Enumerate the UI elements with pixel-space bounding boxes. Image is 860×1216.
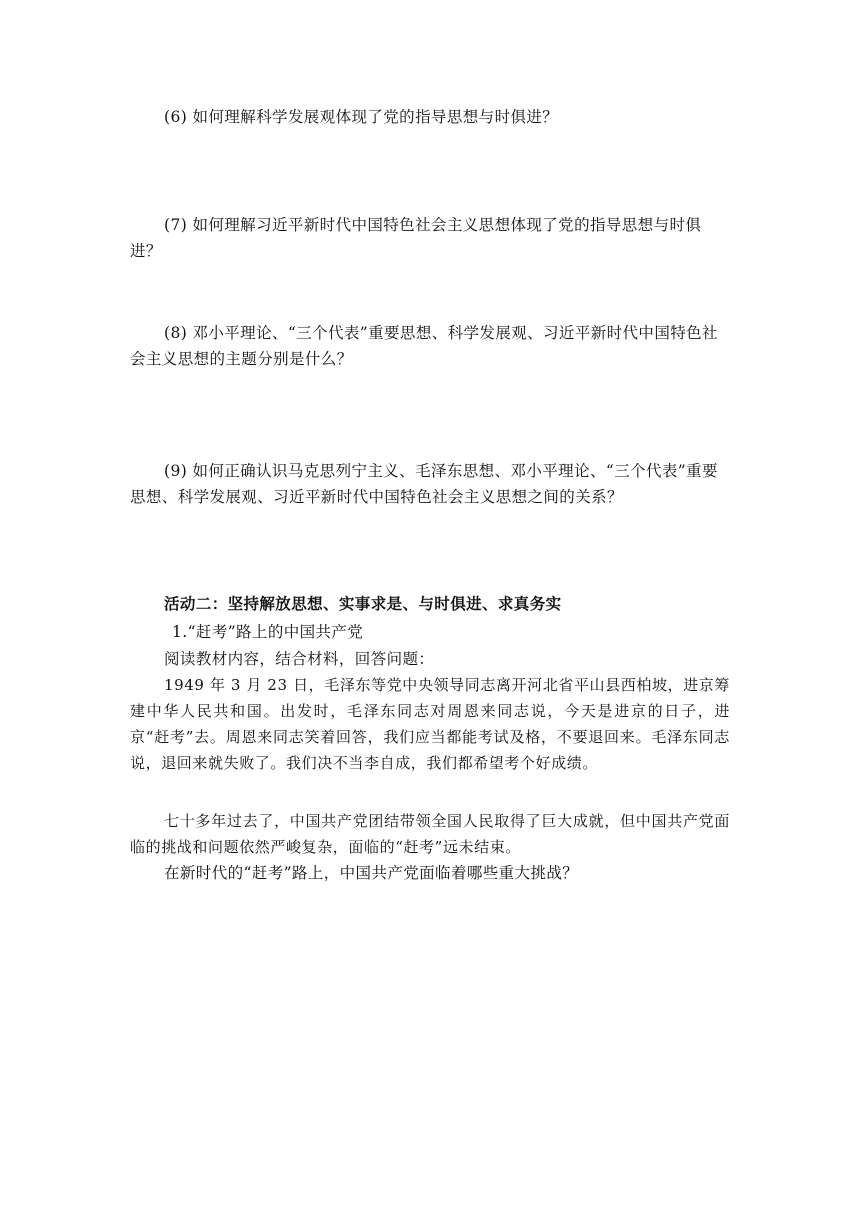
question-8: (8) 邓小平理论、“三个代表”重要思想、科学发展观、习近平新时代中国特色社会主义思想的主题分别是什么？ xyxy=(130,324,718,368)
question-7: (7) 如何理解习近平新时代中国特色社会主义思想体现了党的指导思想与时俱进？ xyxy=(130,216,702,260)
activity-subheading: 1.“赶考”路上的中国共产党 xyxy=(172,623,364,641)
question-6: (6) 如何理解科学发展观体现了党的指导思想与时俱进？ xyxy=(164,108,559,126)
question-9: (9) 如何正确认识马克思列宁主义、毛泽东思想、邓小平理论、“三个代表”重要思想、科学发展观、习近平新时代中国特色社会主义思想之间的关系？ xyxy=(130,462,718,506)
material-paragraph-2: 七十多年过去了，中国共产党团结带领全国人民取得了巨大成就，但中国共产党面临的挑战和问题依然严峻复杂，面临的“赶考”远未结束。 xyxy=(130,812,730,856)
activity-instruction: 阅读教材内容，结合材料，回答问题： xyxy=(164,650,435,668)
material-paragraph-1: 1949 年 3 月 23 日，毛泽东等党中央领导同志离开河北省平山县西柏坡，进京筹建中华人民共和国。出发时，毛泽东同志对周恩来同志说，今天是进京的日子，进京“赶考”去。周恩来同志笑着回答，我们应当都能考试及格，不要退回来。毛泽东同志说，退回来就失败了。我们决不当李自成，我们都希望考个好成绩。 xyxy=(130,676,730,772)
activity-question: 在新时代的“赶考”路上，中国共产党面临着哪些重大挑战？ xyxy=(164,864,579,882)
activity-heading: 活动二：坚持解放思想、实事求是、与时俱进、求真务实 xyxy=(164,595,562,613)
